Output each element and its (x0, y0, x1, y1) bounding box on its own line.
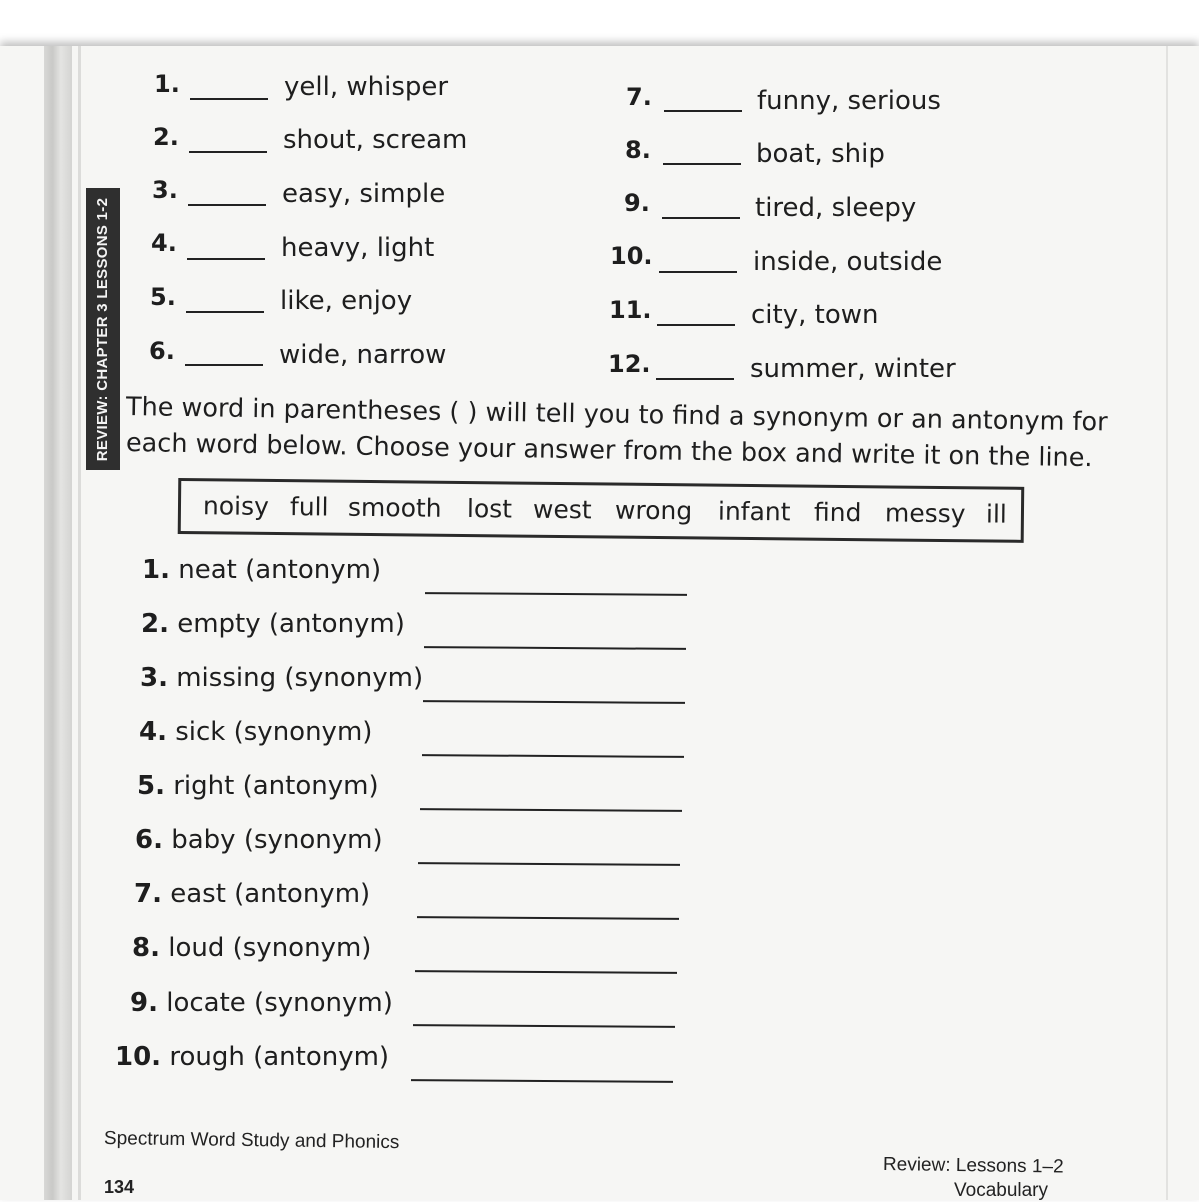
question-number: 5. (137, 771, 165, 801)
question-text: sick (synonym) (175, 717, 373, 747)
footer-book-title: Spectrum Word Study and Phonics (103, 1128, 400, 1154)
question-number: 2. (141, 609, 169, 639)
pair-number: 6. (149, 337, 175, 365)
pair-words: shout, scream (283, 125, 468, 155)
pair-answer-line[interactable] (185, 364, 263, 366)
box-word: messy (884, 498, 966, 529)
question-text: empty (antonym) (177, 609, 405, 639)
pair-number: 1. (154, 70, 180, 98)
question-item (141, 609, 405, 639)
question-number: 1. (142, 555, 170, 585)
box-word: find (813, 497, 862, 528)
question-text: rough (antonym) (169, 1042, 390, 1072)
pair-words: boat, ship (756, 139, 885, 169)
box-word: wrong (614, 495, 693, 526)
question-item (130, 988, 393, 1018)
footer-page-number: 134 (104, 1177, 135, 1197)
pair-number: 4. (151, 229, 177, 257)
pair-words: inside, outside (753, 247, 943, 277)
question-item (135, 825, 383, 855)
pair-number: 7. (626, 83, 652, 111)
pair-words: like, enjoy (280, 286, 413, 316)
question-item (137, 771, 379, 801)
question-text: loud (synonym) (168, 933, 372, 963)
side-tab-label: REVIEW: CHAPTER 3 LESSONS 1-2 (94, 197, 112, 461)
pair-answer-line[interactable] (663, 163, 741, 165)
question-text: neat (antonym) (178, 555, 382, 585)
binding-edge (78, 46, 81, 1200)
page-binding-shadow (44, 46, 72, 1200)
instructions-line-2: each word below. Choose your answer from the box and write it on the line. (125, 428, 1093, 474)
pair-number: 10. (610, 242, 653, 270)
instructions-line-1: The word in parentheses ( ) will tell you to find a synonym or an antonym for (125, 392, 1108, 438)
question-number: 6. (135, 825, 163, 855)
box-word: west (532, 494, 592, 525)
viewer-top-bar (0, 0, 1199, 46)
pair-answer-line[interactable] (188, 204, 266, 206)
pair-answer-line[interactable] (190, 98, 268, 100)
pair-answer-line[interactable] (187, 258, 265, 260)
question-number: 9. (130, 988, 158, 1018)
box-word: full (289, 492, 329, 522)
pair-number: 12. (608, 350, 651, 378)
question-number: 10. (115, 1042, 162, 1072)
footer-section-subtitle: Vocabulary (954, 1180, 1049, 1201)
pair-words: tired, sleepy (755, 193, 917, 223)
question-number: 4. (139, 717, 167, 747)
pair-answer-line[interactable] (657, 324, 735, 326)
pair-words: heavy, light (281, 233, 435, 263)
pair-words: summer, winter (750, 354, 956, 384)
page-right-edge (1166, 46, 1168, 1200)
question-text: locate (synonym) (166, 988, 393, 1018)
pair-answer-line[interactable] (186, 311, 264, 313)
question-item (115, 1042, 389, 1072)
question-item (140, 663, 423, 693)
question-item (134, 879, 370, 909)
pair-answer-line[interactable] (659, 271, 737, 273)
pair-words: city, town (751, 300, 879, 330)
pair-number: 9. (624, 189, 650, 217)
footer-section-title: Review: Lessons 1–2 (882, 1154, 1064, 1178)
question-item (132, 933, 371, 963)
pair-number: 11. (609, 296, 652, 324)
pair-words: easy, simple (282, 179, 446, 209)
question-number: 7. (134, 879, 162, 909)
box-word: smooth (347, 492, 442, 523)
pair-answer-line[interactable] (664, 110, 742, 112)
box-word: ill (985, 499, 1007, 529)
question-item (139, 717, 372, 747)
box-word: noisy (202, 491, 270, 521)
question-text: baby (synonym) (171, 825, 383, 855)
pair-number: 5. (150, 283, 176, 311)
question-text: east (antonym) (170, 879, 371, 909)
question-text: missing (synonym) (176, 663, 424, 693)
pair-answer-line[interactable] (656, 378, 734, 380)
question-item (142, 555, 381, 585)
question-number: 8. (132, 933, 160, 963)
pair-words: wide, narrow (279, 340, 447, 370)
question-text: right (antonym) (173, 771, 379, 801)
pair-number: 8. (625, 136, 651, 164)
pair-number: 3. (152, 176, 178, 204)
box-word: infant (717, 496, 791, 527)
pair-number: 2. (153, 123, 179, 151)
answer-word-box (178, 478, 1025, 543)
side-tab (86, 188, 120, 470)
pair-answer-line[interactable] (189, 151, 267, 153)
pair-answer-line[interactable] (662, 217, 740, 219)
box-word: lost (466, 494, 513, 524)
question-number: 3. (140, 663, 168, 693)
pair-words: funny, serious (757, 86, 941, 116)
pair-words: yell, whisper (284, 72, 449, 102)
